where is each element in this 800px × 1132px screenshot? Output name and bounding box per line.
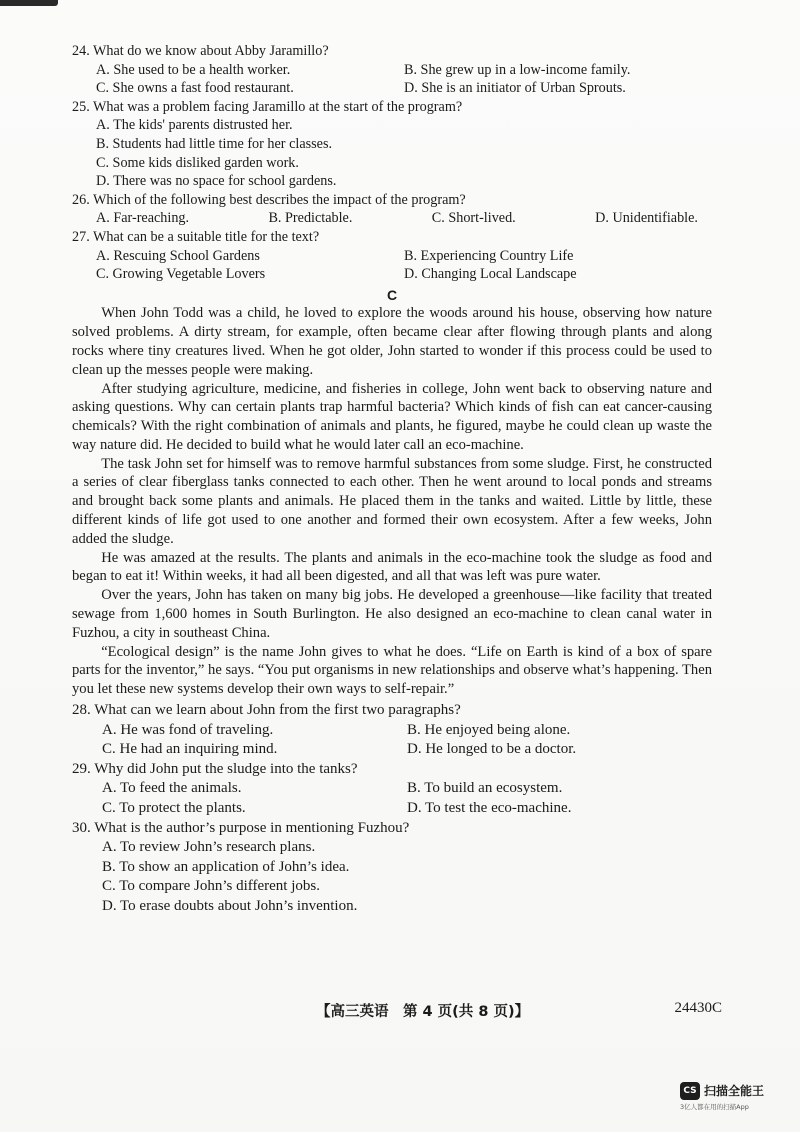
- question-stem: 27. What can be a suitable title for the text?: [72, 228, 320, 245]
- question-stem: 24. What do we know about Abby Jaramillo?: [72, 43, 329, 59]
- question-stem: 26. Which of the following best describes the impact of the program?: [72, 191, 466, 208]
- answer-option: D. She is an initiator of Urban Sprouts.: [404, 80, 626, 97]
- question: [72, 701, 712, 760]
- question-stem: 28. What can we learn about John from the first two paragraphs?: [72, 702, 461, 719]
- answer-option: A. Rescuing School Gardens: [96, 247, 260, 264]
- section-letter: C: [386, 286, 398, 303]
- answer-option: A. She used to be a health worker.: [96, 61, 291, 78]
- scan-corner-mark: [0, 0, 58, 6]
- question-options: [72, 247, 712, 284]
- answer-option: C. He had an inquiring mind.: [102, 741, 278, 758]
- answer-option: D. Changing Local Landscape: [404, 266, 577, 283]
- answer-option: B. Students had little time for her classes.: [96, 135, 333, 152]
- answer-option: A. He was fond of traveling.: [102, 721, 274, 738]
- question: [72, 228, 712, 284]
- question: [72, 819, 712, 917]
- footer-title: 【高三英语 第 4 页(共 8 页)】: [316, 1004, 530, 1020]
- passage-c: [72, 304, 712, 699]
- page-footer: [72, 1000, 722, 1022]
- answer-option: D. Unidentifiable.: [595, 210, 698, 227]
- question: [72, 42, 712, 98]
- question-options: [72, 779, 712, 818]
- answer-option: D. There was no space for school gardens.: [96, 173, 337, 190]
- passage-paragraph: The task John set for himself was to remove harmful substances from some sludge. First, he constructed a series of clear fiberglass tanks connected to each other. Then he went around to local ponds and streams and brought back some plants and animals. He placed them in the tanks and waited. Little by little, these different kinds of life got used to one another and formed their own ecosystem. After a few weeks, John added the sludge.: [72, 455, 712, 547]
- question-options: [72, 209, 712, 228]
- answer-option: C. Growing Vegetable Lovers: [96, 266, 266, 283]
- answer-option: B. To show an application of John’s idea.: [102, 858, 350, 875]
- answer-option: C. Some kids disliked garden work.: [96, 154, 299, 171]
- questions-28-30: [72, 701, 712, 917]
- scanner-name: 扫描全能王: [704, 1084, 765, 1098]
- answer-option: A. To review John’s research plans.: [102, 839, 316, 856]
- answer-option: A. The kids' parents distrusted her.: [96, 117, 293, 134]
- question: [72, 760, 712, 819]
- question: [72, 98, 712, 191]
- scanner-subtitle: 3亿人都在用的扫描App: [680, 1103, 749, 1111]
- question: [72, 191, 712, 228]
- question-stem: 29. Why did John put the sludge into the tanks?: [72, 760, 358, 777]
- questions-24-27: [72, 42, 712, 284]
- question-options: [72, 838, 712, 916]
- answer-option: D. He longed to be a doctor.: [407, 741, 577, 758]
- answer-option: C. To protect the plants.: [102, 800, 246, 817]
- answer-option: B. He enjoyed being alone.: [407, 721, 571, 738]
- answer-option: B. She grew up in a low-income family.: [404, 61, 631, 78]
- question-stem: 25. What was a problem facing Jaramillo at the start of the program?: [72, 98, 463, 115]
- answer-option: A. To feed the animals.: [102, 780, 242, 797]
- passage-paragraph: “Ecological design” is the name John gives to what he does. “Life on Earth is kind of a box of spare parts for the inventor,” he says. “You put organisms in new relationships and observe what’s happening. Then you let these new systems develop their own ways to self-repair.”: [72, 643, 712, 698]
- answer-option: C. She owns a fast food restaurant.: [96, 80, 294, 97]
- answer-option: B. To build an ecosystem.: [407, 780, 563, 797]
- answer-option: A. Far-reaching.: [96, 210, 190, 227]
- page-content: [72, 42, 712, 917]
- passage-paragraph: Over the years, John has taken on many big jobs. He developed a greenhouse—like facility that treated sewage from 1,600 homes in South Burlington. He also designed an eco-machine to clean canal water in Fuzhou, a city in southeast China.: [72, 587, 712, 641]
- question-options: [72, 116, 712, 190]
- answer-option: C. Short-lived.: [431, 210, 516, 227]
- answer-option: B. Predictable.: [268, 210, 353, 227]
- camscanner-logo-icon: CS: [680, 1082, 700, 1100]
- passage-paragraph: When John Todd was a child, he loved to explore the woods around his house, observing how nature solved problems. A dirty stream, for example, often became clear after flowing through plants and along rocks where tiny creatures lived. When he got older, John started to wonder if this process could be used to clean up the messes people were making.: [72, 305, 712, 378]
- passage-paragraph: He was amazed at the results. The plants and animals in the eco-machine took the sludge as food and began to eat it! Within weeks, it had all been digested, and all that was left was pure water.: [72, 549, 712, 585]
- question-stem: 30. What is the author’s purpose in mentioning Fuzhou?: [72, 819, 410, 836]
- answer-option: C. To compare John’s different jobs.: [102, 878, 320, 895]
- answer-option: B. Experiencing Country Life: [404, 247, 574, 264]
- answer-option: D. To test the eco-machine.: [407, 800, 572, 817]
- scanner-watermark: [680, 1080, 776, 1116]
- answer-option: D. To erase doubts about John’s invention.: [102, 897, 358, 914]
- question-options: [72, 61, 712, 98]
- passage-paragraph: After studying agriculture, medicine, and fisheries in college, John went back to observing nature and asking questions. Why can certain plants trap harmful bacteria? Which kinds of fish can eat cancer-causing chemicals? With the right combination of animals and plants, he figured, maybe he could clean up waste the way nature did. He decided to build what he would later call an eco-machine.: [72, 380, 712, 453]
- footer-code: 24430C: [674, 1000, 722, 1016]
- question-options: [72, 721, 712, 760]
